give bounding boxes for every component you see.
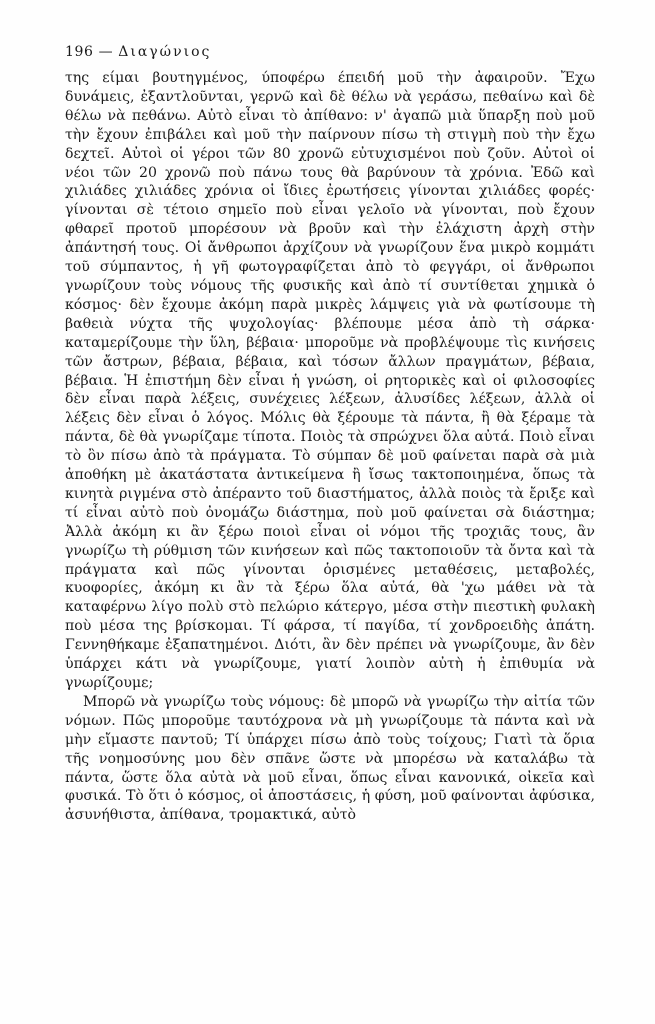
page-number: 196 [65, 44, 94, 60]
paragraph-1: της είμαι βουτηγμένος, ύποφέρω έπειδή μοῦ τὴν ἀφαιροῦν. Ἔχω δυνάμεις, ἐξαντλοῦνται, γερνῶ καὶ δὲ θέλω νὰ γεράσω, πεθαίνω καὶ δὲ θέλω νὰ πεθάνω. Αὐτὸ εἶναι τὸ ἀπίθανο: ν' ἀγαπῶ μιὰ ὕπαρξη ποὺ μοῦ τὴν ἔχουν ἐπιβάλει καὶ μοῦ τὴν παίρνουν πίσω τὴ στιγμὴ ποὺ τὴν ἔχω δεχτεῖ. Αὐτοὶ οἱ γέροι τῶν 80 χρονῶ εὐτυχισμένοι ποὺ ζοῦν. Αὐτοὶ οἱ νέοι τῶν 20 χρονῶ ποὺ πάνω τους θὰ βαρύνουν τὰ χρόνια. Ἐδῶ καὶ χιλιάδες χιλιάδες χρόνια οἱ ἴδιες ἐρωτήσεις γίνονται χιλιάδες φορές· γίνονται σὲ τέτοιο σημεῖο ποὺ εἶναι γελοῖο νὰ γίνονται, ποὺ ἔχουν φθαρεῖ προτοῦ μπορέσουν νὰ βροῦν καὶ τὴν ἐλάχιστη ἀρχὴ στὴν ἀπάντησή τους. Οἱ ἄνθρωποι ἀρχίζουν νὰ γνωρίζουν ἕνα μικρὸ κομμάτι τοῦ σύμπαντος, ἡ γῆ φωτογραφίζεται ἀπὸ τὸ φεγγάρι, οἱ ἄνθρωποι γνωρίζουν τοὺς νόμους τῆς φυσικῆς καὶ ἀπὸ τί συντίθεται χημικὰ ὁ κόσμος· δὲν ἔχουμε ἀκόμη παρὰ μικρὲς λάμψεις γιὰ νὰ φωτίσουμε τὴ βαθειὰ νύχτα τῆς ψυχολογίας· βλέπουμε μέσα ἀπὸ τὴ σάρκα· καταμερίζουμε τὴν ὕλη, βέβαια· μποροῦμε νὰ προβλέψουμε τὶς κινήσεις τῶν ἄστρων, βέβαια, βέβαια, καὶ τόσων ἄλλων πραγμάτων, βέβαια, βέβαια. Ἡ ἐπιστήμη δὲν εἶναι ἡ γνώση, οἱ ρητορικὲς καὶ οἱ φιλοσοφίες δὲν εἶναι παρὰ λέξεις, συνέχειες λέξεων, ἀλυσίδες λέξεων, ἀλλὰ οἱ λέξεις δὲν εἶναι ὁ λόγος. Μόλις θὰ ξέρουμε τὰ πάντα, ἢ θὰ ξέραμε τὰ πάντα, δὲ θὰ γνωρίζαμε τίποτα. Ποιὸς τὰ σπρώχνει ὅλα αὐτά. Ποιὸ εἶναι τὸ ὂν πίσω ἀπὸ τὰ πράγματα. Τὸ σύμπαν δὲ μοῦ φαίνεται παρὰ σὰ μιὰ ἀποθήκη μὲ ἀκατάστατα ἀντικείμενα ἢ ἴσως τακτοποιημένα, ὅπως τὰ κινητὰ ριγμένα στὸ ἀπέραντο τοῦ διαστήματος, ἀλλὰ ποιὸς τὰ ἔριξε καὶ τί εἶναι αὐτὸ ποὺ ὀνομάζω διάστημα, ποὺ μοῦ φαίνεται σὰ διάστημα; Ἀλλὰ ἀκόμη κι ἂν ξέρω ποιοὶ εἶναι οἱ νόμοι τῆς τροχιᾶς τους, ἂν γνωρίζω τὴ ρύθμιση τῶν κινήσεων καὶ πῶς τακτοποιοῦν τὰ ὄντα καὶ τὰ πράγματα καὶ πῶς γίνονται ὁρισμένες μεταθέσεις, μεταβολές, κυοφορίες, ἀκόμη κι ἂν τὰ ξέρω ὅλα αὐτά, θὰ 'χω μάθει νὰ τὰ καταφέρνω λίγο πολὺ στὸ πελώριο κάτεργο, μέσα στὴν πιεστικὴ φυλακὴ ποὺ μέσα της βρίσκομαι. Τί φάρσα, τί παγίδα, τί χονδροειδὴς ἀπάτη. Γεννηθήκαμε ἐξαπατημένοι. Διότι, ἂν δὲν πρέπει νὰ γνωρίζουμε, ἂν δὲν ὑπάρχει κάτι νὰ γνωρίζουμε, γιατί λοιπὸν αὐτὴ ἡ ἐπιθυμία νὰ γνωρίζουμε; [65, 70, 595, 691]
running-header [65, 44, 211, 60]
header-separator: — [93, 44, 119, 60]
body-text [65, 69, 595, 825]
paragraph-2: Μπορῶ νὰ γνωρίζω τοὺς νόμους: δὲ μπορῶ νὰ γνωρίζω τὴν αἰτία τῶν νόμων. Πῶς μποροῦμε ταυτόχρονα νὰ μὴ γνωρίζουμε τὰ πάντα καὶ νὰ μὴν εἴμαστε παντοῦ; Τί ὑπάρχει πίσω ἀπὸ τοὺς τοίχους; Γιατὶ τὰ ὅρια τῆς νοημοσύνης μου δὲν σπᾶνε ὥστε νὰ μπορέσω νὰ καταλάβω τὰ πάντα, ὥστε ὅλα αὐτὰ νὰ μοῦ εἶναι, ὅπως εἶναι κανονικά, οἰκεῖα καὶ φυσικά. Τὸ ὅτι ὁ κόσμος, οἱ ἀποστάσεις, ἡ φύση, μοῦ φαίνονται ἀφύσικα, ἀσυνήθιστα, ἀπίθανα, τρομακτικά, αὐτὸ [65, 693, 595, 824]
book-title: Διαγώνιος [118, 44, 212, 60]
